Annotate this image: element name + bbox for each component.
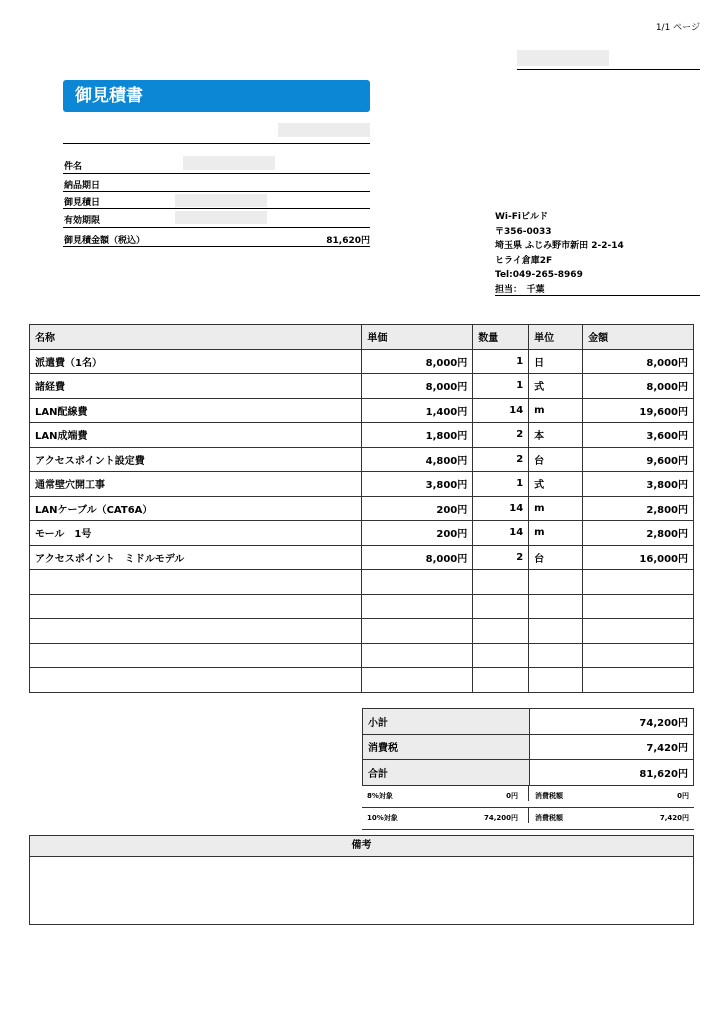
tax-label: 消費税 <box>363 734 530 760</box>
rate10-label: 10%対象 <box>367 814 398 822</box>
item-unit: m <box>529 521 583 546</box>
redacted-field <box>183 156 275 170</box>
table-row <box>30 521 694 546</box>
subtotal-value: 74,200円 <box>530 709 694 735</box>
table-row <box>30 447 694 472</box>
item-unit: 台 <box>529 447 583 472</box>
item-amount: 8,000円 <box>583 374 694 399</box>
company-tel: Tel:049-265-8969 <box>495 270 583 280</box>
table-header-row <box>30 325 694 350</box>
item-unit-price: 8,000円 <box>362 545 473 570</box>
item-amount: 2,800円 <box>583 521 694 546</box>
item-amount: 8,000円 <box>583 349 694 374</box>
table-row <box>30 570 694 595</box>
table-row <box>30 374 694 399</box>
item-quantity: 14 <box>473 398 529 423</box>
item-unit: 式 <box>529 374 583 399</box>
item-unit-price <box>362 643 473 668</box>
item-amount: 16,000円 <box>583 545 694 570</box>
header-name: 名称 <box>30 325 362 350</box>
item-unit-price: 3,800円 <box>362 472 473 497</box>
item-name: LAN配線費 <box>30 398 362 423</box>
item-name: LANケーブル（CAT6A） <box>30 496 362 521</box>
header-amount: 金額 <box>583 325 694 350</box>
item-unit-price: 8,000円 <box>362 374 473 399</box>
header-unit: 単位 <box>529 325 583 350</box>
item-unit: m <box>529 496 583 521</box>
item-quantity <box>473 619 529 644</box>
total-label: 合計 <box>363 760 530 786</box>
item-unit <box>529 668 583 693</box>
item-unit: 日 <box>529 349 583 374</box>
item-unit <box>529 643 583 668</box>
item-name <box>30 570 362 595</box>
remarks-label: 備考 <box>30 836 693 857</box>
table-row <box>30 398 694 423</box>
divider <box>63 227 370 228</box>
item-quantity: 1 <box>473 472 529 497</box>
item-unit <box>529 619 583 644</box>
table-row <box>30 349 694 374</box>
item-amount: 9,600円 <box>583 447 694 472</box>
item-quantity <box>473 668 529 693</box>
rate8-tax-label: 消費税額 <box>535 792 563 800</box>
header-unit-price: 単価 <box>362 325 473 350</box>
table-row <box>30 423 694 448</box>
divider <box>63 208 370 209</box>
item-name: アクセスポイント ミドルモデル <box>30 545 362 570</box>
item-quantity: 2 <box>473 545 529 570</box>
rate8-label: 8%対象 <box>367 792 393 800</box>
divider <box>63 246 370 247</box>
total-value: 81,620円 <box>530 760 694 786</box>
expiry-label: 有効期限 <box>64 216 101 226</box>
divider <box>63 173 370 174</box>
rate10-tax-label: 消費税額 <box>535 814 563 822</box>
table-row <box>30 668 694 693</box>
estimate-date-label: 御見積日 <box>64 198 101 208</box>
item-name: モール 1号 <box>30 521 362 546</box>
item-unit-price: 8,000円 <box>362 349 473 374</box>
divider <box>495 295 700 296</box>
company-postal: 〒356-0033 <box>495 226 552 237</box>
delivery-label: 納品期日 <box>64 181 101 191</box>
items-table <box>29 324 694 693</box>
tax-breakdown-10 <box>362 807 694 830</box>
item-amount <box>583 668 694 693</box>
item-amount: 2,800円 <box>583 496 694 521</box>
subject-label: 件名 <box>64 162 83 172</box>
company-name: Wi-Fiビルド <box>495 212 548 222</box>
item-name <box>30 668 362 693</box>
item-unit: m <box>529 398 583 423</box>
item-quantity <box>473 643 529 668</box>
divider <box>528 807 529 823</box>
redacted-field <box>517 50 609 66</box>
item-amount <box>583 643 694 668</box>
divider <box>517 69 700 70</box>
item-quantity: 2 <box>473 423 529 448</box>
item-amount <box>583 570 694 595</box>
item-amount: 3,800円 <box>583 472 694 497</box>
item-unit: 台 <box>529 545 583 570</box>
rate8-tax-value: 0円 <box>677 792 689 800</box>
item-amount <box>583 594 694 619</box>
item-name <box>30 619 362 644</box>
item-unit-price <box>362 619 473 644</box>
item-unit: 本 <box>529 423 583 448</box>
item-quantity: 2 <box>473 447 529 472</box>
item-quantity: 1 <box>473 349 529 374</box>
item-unit-price: 1,400円 <box>362 398 473 423</box>
redacted-field <box>175 211 267 224</box>
item-name: 諸経費 <box>30 374 362 399</box>
item-quantity: 14 <box>473 521 529 546</box>
document-title: 御見積書 <box>63 80 370 112</box>
table-row <box>30 594 694 619</box>
table-row <box>30 496 694 521</box>
item-name <box>30 643 362 668</box>
item-unit-price <box>362 668 473 693</box>
company-info <box>495 210 624 297</box>
item-name <box>30 594 362 619</box>
remarks-box <box>29 835 694 925</box>
table-row <box>30 545 694 570</box>
rate10-tax-value: 7,420円 <box>659 814 689 822</box>
tax-row <box>363 734 694 760</box>
amount-label: 御見積金額（税込） <box>64 236 146 246</box>
company-person: 担当： 千葉 <box>495 284 545 295</box>
company-address-1: 埼玉県 ふじみ野市新田 2-2-14 <box>495 241 624 251</box>
item-unit-price <box>362 570 473 595</box>
divider <box>63 143 370 144</box>
item-name: 派遣費（1名） <box>30 349 362 374</box>
table-row <box>30 643 694 668</box>
item-unit-price: 1,800円 <box>362 423 473 448</box>
total-row <box>363 760 694 786</box>
item-quantity: 1 <box>473 374 529 399</box>
item-amount: 3,600円 <box>583 423 694 448</box>
divider <box>63 191 370 192</box>
page-number: 1/1 ページ <box>655 23 700 33</box>
company-address-2: ヒライ倉庫2F <box>495 255 553 266</box>
item-amount <box>583 619 694 644</box>
item-amount: 19,600円 <box>583 398 694 423</box>
amount-value: 81,620円 <box>326 236 370 246</box>
item-name: 通常壁穴開工事 <box>30 472 362 497</box>
redacted-field <box>175 194 267 207</box>
tax-value: 7,420円 <box>530 734 694 760</box>
rate8-value: 0円 <box>506 792 518 800</box>
subtotal-row <box>363 709 694 735</box>
item-unit-price: 200円 <box>362 521 473 546</box>
table-row <box>30 472 694 497</box>
item-quantity <box>473 594 529 619</box>
item-unit-price <box>362 594 473 619</box>
rate10-value: 74,200円 <box>483 814 518 822</box>
redacted-field <box>278 123 370 137</box>
item-unit: 式 <box>529 472 583 497</box>
item-unit-price: 4,800円 <box>362 447 473 472</box>
subtotal-label: 小計 <box>363 709 530 735</box>
table-row <box>30 619 694 644</box>
header-quantity: 数量 <box>473 325 529 350</box>
item-quantity <box>473 570 529 595</box>
item-unit <box>529 594 583 619</box>
tax-breakdown-8 <box>362 785 694 808</box>
totals-table <box>362 708 694 786</box>
divider <box>528 785 529 801</box>
item-unit-price: 200円 <box>362 496 473 521</box>
item-name: アクセスポイント設定費 <box>30 447 362 472</box>
item-name: LAN成端費 <box>30 423 362 448</box>
item-quantity: 14 <box>473 496 529 521</box>
item-unit <box>529 570 583 595</box>
